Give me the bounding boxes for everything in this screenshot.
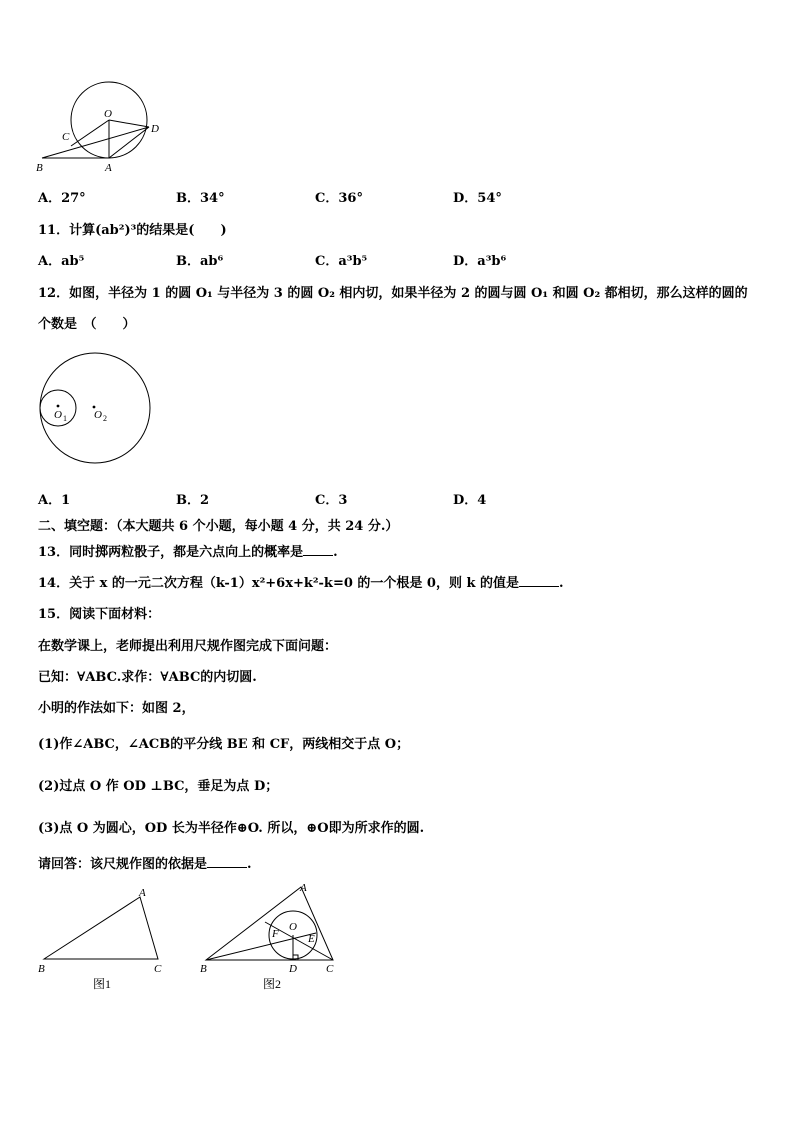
q12-stem-line2: 个数是 （ ） bbox=[38, 317, 136, 332]
fig2-label-o: O bbox=[289, 921, 297, 933]
q15-figure1 bbox=[30, 880, 180, 995]
q10-label-d: D bbox=[151, 123, 159, 135]
q10-option-d: D．54° bbox=[453, 191, 502, 206]
q10-label-a: A bbox=[105, 162, 112, 174]
q12-figure bbox=[34, 348, 156, 470]
q10-label-o: O bbox=[104, 108, 112, 120]
q15-step2: (2)过点 O 作 OD ⊥BC，垂足为点 D； bbox=[38, 779, 279, 794]
q15-step1: (1)作∠ABC，∠ACB的平分线 BE 和 CF，两线相交于点 O； bbox=[38, 737, 410, 752]
q14-end: . bbox=[559, 576, 564, 591]
q15-known: 已知：∀ABC.求作：∀ABC的内切圆. bbox=[38, 670, 257, 685]
q10-line-od bbox=[109, 120, 149, 127]
q15-intro: 在数学课上，老师提出利用尺规作图完成下面问题： bbox=[38, 639, 338, 654]
fig1-caption: 图1 bbox=[93, 977, 112, 991]
q12-label-o2-sub: 2 bbox=[103, 414, 107, 423]
fig2-label-a: A bbox=[300, 882, 307, 894]
q15-question-line bbox=[38, 853, 252, 872]
q15-figure2 bbox=[195, 878, 345, 996]
fig2-label-b: B bbox=[200, 963, 207, 975]
q15-step3: (3)点 O 为圆心，OD 长为半径作⊕O. 所以，⊕O即为所求作的圆. bbox=[38, 821, 425, 836]
q13-end: . bbox=[333, 545, 338, 560]
fig1-label-a: A bbox=[139, 887, 146, 899]
fig1-label-b: B bbox=[38, 963, 45, 975]
q12-option-c: C．3 bbox=[315, 493, 348, 508]
q11-stem: 11．计算(ab²)³的结果是( ) bbox=[38, 223, 227, 238]
q10-line-ad bbox=[109, 127, 149, 158]
q15-question: 请回答：该尺规作图的依据是 bbox=[38, 857, 208, 872]
q12-option-d: D．4 bbox=[453, 493, 487, 508]
q12-label-o1: O bbox=[54, 409, 62, 421]
q12-stem-line1: 12．如图，半径为 1 的圆 O₁ 与半径为 3 的圆 O₂ 相内切，如果半径为 2 的圆与圆 O₁ 和圆 O₂ 都相切，那么这样的圆的 bbox=[38, 286, 748, 301]
q15-title: 15．阅读下面材料： bbox=[38, 607, 161, 622]
q10-option-b: B．34° bbox=[176, 191, 225, 206]
q10-line-bd bbox=[42, 127, 149, 158]
q11-option-b: B．ab⁶ bbox=[176, 254, 224, 269]
fig2-label-e: E bbox=[308, 933, 315, 945]
q14-line bbox=[38, 572, 564, 591]
q12-option-a: A．1 bbox=[38, 493, 71, 508]
q10-line-co bbox=[71, 120, 109, 146]
q10-figure bbox=[30, 80, 170, 180]
q10-option-a: A．27° bbox=[38, 191, 86, 206]
fig2-label-c: C bbox=[326, 963, 334, 975]
fig2-line-be bbox=[206, 933, 316, 960]
q12-label-o2: O bbox=[94, 409, 102, 421]
q13-line bbox=[38, 541, 338, 560]
q15-blank[interactable] bbox=[207, 855, 247, 868]
q12-circle-o2 bbox=[40, 353, 150, 463]
fig2-label-f: F bbox=[272, 928, 279, 940]
q12-label-o1-sub: 1 bbox=[63, 414, 67, 423]
q10-label-b: B bbox=[36, 162, 43, 174]
section2-heading: 二、填空题：（本大题共 6 个小题，每小题 4 分，共 24 分.） bbox=[38, 519, 399, 534]
q15-end: . bbox=[247, 857, 252, 872]
q14-blank[interactable] bbox=[519, 574, 559, 587]
q10-option-c: C．36° bbox=[315, 191, 363, 206]
fig1-triangle bbox=[44, 897, 158, 959]
fig1-label-c: C bbox=[154, 963, 162, 975]
q11-option-c: C．a³b⁵ bbox=[315, 254, 368, 269]
fig2-caption: 图2 bbox=[263, 977, 282, 991]
fig2-label-d: D bbox=[289, 963, 297, 975]
q15-method: 小明的作法如下：如图 2， bbox=[38, 701, 195, 716]
q13-text: 13．同时掷两粒骰子，都是六点向上的概率是 bbox=[38, 545, 304, 560]
q12-option-b: B．2 bbox=[176, 493, 210, 508]
q13-blank[interactable] bbox=[303, 543, 333, 556]
q11-option-d: D．a³b⁶ bbox=[453, 254, 507, 269]
q14-text: 14．关于 x 的一元二次方程（k-1）x²+6x+k²-k=0 的一个根是 0，则 k 的值是 bbox=[38, 576, 520, 591]
q12-center-o1 bbox=[57, 405, 60, 408]
q10-label-c: C bbox=[62, 131, 70, 143]
q11-option-a: A．ab⁵ bbox=[38, 254, 85, 269]
q12-center-o2 bbox=[93, 406, 96, 409]
